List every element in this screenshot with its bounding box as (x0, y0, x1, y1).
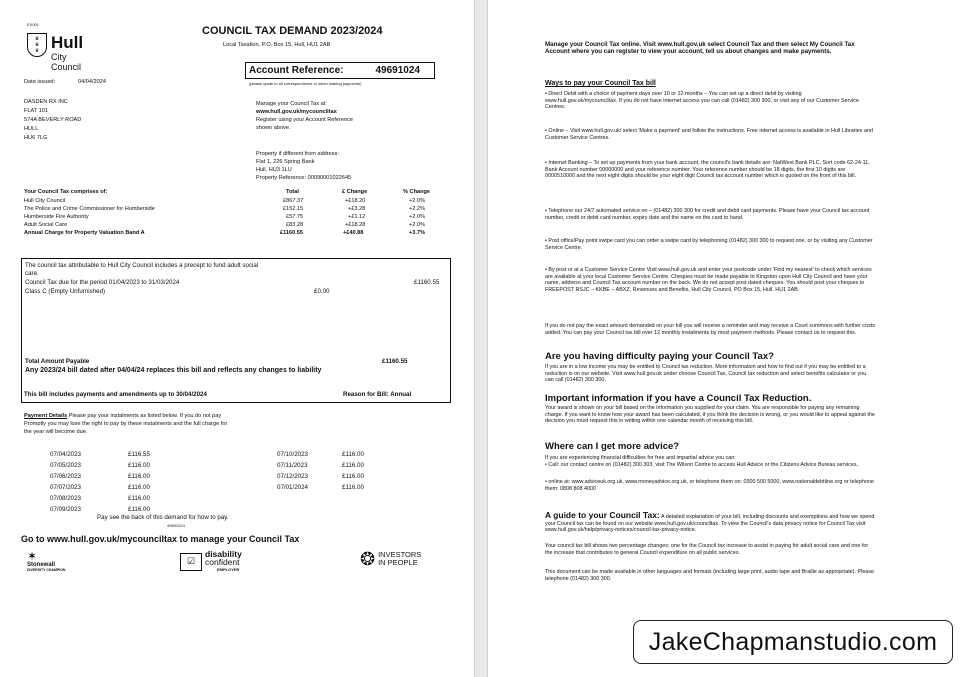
page-title: COUNCIL TAX DEMAND 2023/2024 (202, 25, 383, 37)
inst-amount: £116.00 (128, 506, 150, 513)
reason-for-bill: Reason for Bill: Annual (343, 391, 412, 398)
disability-text: disability (205, 549, 242, 559)
stonewall-logo (27, 550, 65, 572)
row-total: £152.15 (283, 206, 304, 212)
property-line: Flat 1, 226 Spring Bank (256, 159, 315, 165)
bill-summary-box (21, 258, 451, 403)
advice-call: • Call: our contact centre on (01482) 300 303, visit The Wilson Centre to access Hull Advice or the Citizens Advice Bureau services, (545, 462, 859, 468)
guide-heading: A guide to your Council Tax: (545, 510, 660, 520)
replaces-note: Any 2023/24 bill dated after 04/04/24 replaces this bill and reflects any changes to liability (25, 367, 322, 374)
manage-line: Register using your Account Reference (256, 117, 354, 123)
payment-text: Promptly you may lose the right to pay by these instalments and the full charge for (24, 421, 228, 427)
inst-date: 07/05/2023 (50, 462, 81, 469)
address-line: FLAT 101 (24, 108, 49, 114)
manage-line: Manage your Council Tax at: (256, 101, 327, 107)
row-total: £57.75 (286, 214, 304, 220)
demand-back-page (487, 0, 966, 677)
inst-amount: £116.00 (128, 462, 150, 469)
guide-text (545, 512, 875, 534)
row-name: Annual Charge for Property Valuation Band A (24, 230, 145, 236)
disability-text: confident (205, 557, 240, 567)
row-pct: +2.0% (409, 214, 426, 220)
row-change: +£18.20 (345, 198, 366, 204)
stonewall-sub: DIVERSITY CHAMPION (27, 568, 66, 572)
row-pct: +2.0% (409, 222, 426, 228)
row-name: Hull City Council (24, 198, 66, 204)
account-label: Account Reference: (249, 65, 344, 76)
direct-debit-text: • Direct Debit with a choice of payment days over 10 or 12 months – You can set up a direct debit by visiting www.hull.gov.uk/mycounciltax. If you do not have internet access you can call (01482) 300 300, or visit any of our Customer Service Centres. (545, 91, 859, 110)
manage-line: shown above. (256, 125, 291, 131)
tiny-ref: EX001 (27, 22, 40, 27)
divider (21, 402, 451, 403)
inst-amount: £116.00 (128, 473, 150, 480)
advice-online: • online at: www.adviceuk.org.uk, www.moneyadvice.org.uk, or telephone them on: 0300 500 5000, www.nationaldebtline.org or telephone them: 0808 808 4000 (545, 479, 874, 492)
formats-text: This document can be made available in other languages and formats (including large print, audio tape and Braille as appropriate). Please telephone (01482) 300 300. (545, 569, 875, 582)
includes-note: This bill includes payments and amendments up to 30/04/2024 (24, 391, 207, 398)
inst-amount: £116.00 (342, 462, 364, 469)
laurel-icon: ❂ (360, 549, 376, 569)
class-amount: £0.00 (314, 288, 330, 295)
row-change: +£3.28 (348, 206, 366, 212)
disability-confident-logo (180, 550, 242, 574)
not-pay-text: If you do not pay the exact amount demanded on your bill you will receive a reminder and may receive a Court summons with further costs added. You can pay your Council tax bill over 12 monthly instalments by most payment methods. Please contact us to request this. (545, 323, 875, 336)
total-amount: £1160.55 (382, 358, 408, 365)
manage-info (256, 100, 353, 132)
row-pct: +3.7% (409, 230, 426, 236)
inst-date: 07/07/2023 (50, 484, 81, 491)
watermark-label: JakeChapmanstudio.com (633, 620, 953, 664)
address-line: HU6 7LG (24, 135, 48, 141)
row-pct: +2.0% (409, 198, 426, 204)
inst-date: 07/10/2023 (277, 451, 308, 458)
instalments-left (50, 449, 150, 515)
see-back-note: Pay see the back of this demand for how to pay. (97, 514, 229, 521)
advice-heading: Where can I get more advice? (545, 441, 680, 452)
manage-url-link[interactable]: www.hull.gov.uk/mycounciltax (256, 109, 337, 115)
row-pct: +2.2% (409, 206, 426, 212)
payment-details (24, 412, 227, 436)
payment-text: Please pay your instalments as listed below. If you do not pay (67, 413, 222, 419)
internet-banking-text: • Internet Banking – To set up payments from your bank account, the council's bank details are: NatWest Bank PLC, Sort code 62-24-11, Bank Account number 00000000 and your reference number. Your reference number should be 18 digits, the first 10 digits are 0000510000 and the next eight digits should be your eight digit Council tax account number which is quoted on the front of this bill. (545, 160, 870, 179)
inst-amount: £116.00 (128, 484, 150, 491)
date-issued-label: Date issued: (24, 79, 56, 85)
inst-date: 07/08/2023 (50, 495, 81, 502)
inst-date: 07/01/2024 (277, 484, 308, 491)
account-note: (please quote in all correspondence or when making payments) (249, 81, 362, 86)
logo-name: Hull (51, 33, 84, 52)
inst-date: 07/04/2023 (50, 451, 81, 458)
small-ref: 49691024 (167, 523, 185, 528)
investors-text: IN PEOPLE (378, 558, 418, 567)
investors-logo (360, 550, 421, 568)
address-line: DASDEN RX INC (24, 99, 68, 105)
post-office-text: • Post office/Pay point swipe card you can order a swipe card by telephoning (01482) 300 300 to request one, or by visiting any Customer Service Centre. (545, 238, 873, 251)
recipient-address (24, 98, 81, 143)
telephone-text: • Telephone our 24/7 automated service on – (01482) 300 300 for credit and debit card payments. Please have your Council tax account number, credit or debit card number, expiry date and the name on the card to hand. (545, 208, 870, 221)
total-label: Total Amount Payable (25, 358, 90, 365)
address-line: HULL (24, 126, 39, 132)
inst-amount: £116.55 (128, 451, 150, 458)
row-name: Humberside Fire Authority (24, 214, 89, 220)
row-name: Adult Social Care (24, 222, 68, 228)
row-total: £867.37 (283, 198, 304, 204)
disability-text: EMPLOYER (217, 567, 240, 572)
table-heading: Your Council Tax comprises of: (24, 189, 108, 195)
inst-date: 07/09/2023 (50, 506, 81, 513)
inst-amount: £116.00 (342, 473, 364, 480)
inst-amount: £116.00 (128, 495, 150, 502)
payment-title: Payment Details (24, 413, 68, 419)
row-change: +£1.12 (348, 214, 366, 220)
ways-title: Ways to pay your Council Tax bill (545, 80, 656, 87)
inst-date: 07/11/2023 (277, 462, 308, 469)
property-info (256, 150, 351, 182)
precept-note: care. (25, 270, 39, 277)
precept-note: The council tax attributable to Hull City Council includes a precept to fund adult social (25, 262, 259, 269)
col-header-change: £ Change (342, 189, 368, 195)
payment-text: the year will become due. (24, 429, 88, 435)
percentage-text: Your council tax bill shows two percentage changes: one for the Council tax increase to assist in paying for adult social care and one for the increase that contributes to general Council expenditure on all public services. (545, 543, 869, 556)
logo-sub: City Council (51, 52, 82, 72)
online-text: • Online – Visit www.hull.gov.uk/ select 'Make a payment' and follow the instructions. Free internet access is available in Hull Libraries and Customer Service Centres. (545, 128, 873, 141)
row-change: +£40.88 (343, 230, 364, 236)
important-text: Your award is shown on your bill based on the information you supplied for your claim. You are responsible for paying any remaining charge. If you want to know how your award has been calculated, if you think the decision is wrong, or you would like to appeal against the decision you must request this in writing within one calendar month of receiving this bill. (545, 405, 875, 424)
class-line: Class C (Empty Unfurnished) (25, 288, 106, 295)
row-total: £83.28 (286, 222, 304, 228)
investors-text: INVESTORS (378, 550, 422, 559)
row-name: The Police and Crime Commissioner for Humberside (24, 206, 155, 212)
star-icon: ✶ (27, 549, 38, 563)
inst-date: 07/06/2023 (50, 473, 81, 480)
date-issued: 04/04/2024 (78, 79, 106, 85)
guide-body: A detailed explanation of your bill, including discounts and exemptions and how we spend your Council tax can be found on our website www.hull.gov.uk/counciltax. To view the Council's data privacy notice for Council Tax visit www.hull.gov.uk/help/privacy-notices/council-tax-privacy-notice. (545, 514, 875, 533)
goto-website-link[interactable]: Go to www.hull.gov.uk/mycounciltax to manage your Council Tax (21, 534, 300, 544)
difficulty-text: If you are in a low income you may be entitled to Council tax reduction. More information and how to find out if you may be entitled to a reduction is on our website. Visit www.hull.gov.uk under choose Council Tax, Council tax reduction and select benefits calculator or you can call (01482) 300 300. (545, 364, 867, 383)
row-change: +£18.28 (345, 222, 366, 228)
col-header-total: Total (286, 189, 299, 195)
address-line: 574A BEVERLY ROAD (24, 117, 82, 123)
demand-front-page (0, 0, 475, 677)
intro-text: Manage your Council Tax online. Visit www.hull.gov.uk select Council Tax and then select My Council Tax Account where you can register to view your account, tell us about changes and make payments. (545, 41, 855, 56)
property-line: Property Reference: 00090001022645 (256, 175, 352, 181)
due-line: Council Tax due for the period 01/04/2023 to 31/03/2024 (25, 279, 180, 286)
row-total: £1160.55 (280, 230, 304, 236)
inst-amount: £116.00 (342, 484, 364, 491)
disability-confident-icon: ☑ (180, 553, 202, 571)
stonewall-text: Stonewall (27, 562, 56, 568)
property-line: Property if different from address: (256, 151, 339, 157)
property-line: Hull, HU3 1LU (256, 167, 292, 173)
col-header-pct: % Change (403, 189, 431, 195)
post-text: • By post or at a Customer Service Centre Visit www.hull.gov.uk and enter your postcode under 'Find my nearest' to check which services are available at your local Customer Service Centre. Cheques must be made payable to Kingston upon Hull City Council and have your name, address and Council Tax account number on the back. We do not accept post dated cheques. You should post your cheques to FREEPOST RSJC – KKBE – ABXZ, Revenues and Benefits, Hull City Council, PO Box 15, Hull. HU1 2AB. (545, 267, 872, 293)
crown-crest-icon: ♛ ♛ ♛ (27, 33, 47, 57)
inst-amount: £116.00 (342, 451, 364, 458)
due-amount: £1160.55 (414, 279, 440, 286)
advice-intro: If you are experiencing financial difficulties for free and impartial advice you can: (545, 455, 736, 461)
instalments-right (277, 449, 364, 493)
council-address: Local Taxation, P.O. Box 15, Hull, HU1 2AB (223, 42, 331, 48)
important-heading: Important information if you have a Council Tax Reduction. (545, 393, 812, 404)
account-reference-box (245, 62, 435, 79)
difficulty-heading: Are you having difficulty paying your Council Tax? (545, 351, 774, 362)
inst-date: 07/12/2023 (277, 473, 308, 480)
account-number: 49691024 (375, 65, 420, 76)
